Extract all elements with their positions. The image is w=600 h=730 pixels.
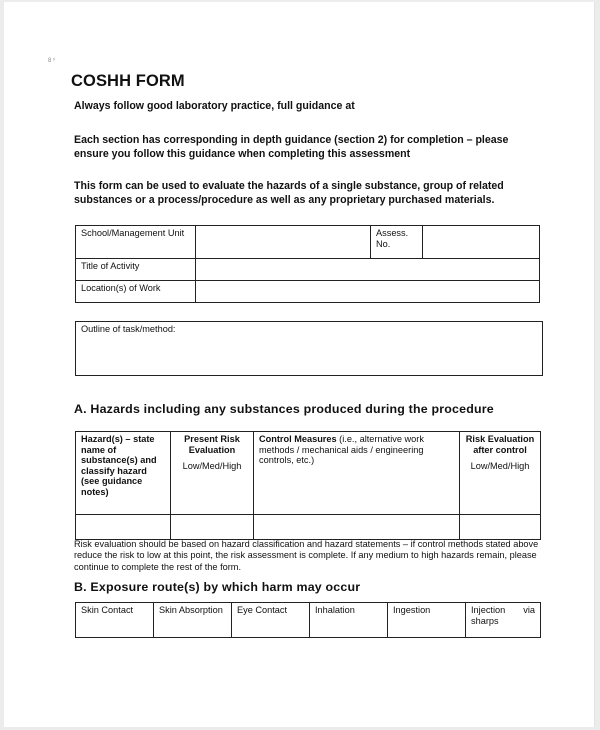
- page-title: COSHH FORM: [71, 72, 185, 90]
- route-eye-contact[interactable]: Eye Contact: [232, 603, 310, 638]
- route-skin-absorption[interactable]: Skin Absorption: [154, 603, 232, 638]
- control-measures-field[interactable]: [254, 515, 460, 540]
- present-risk-field[interactable]: [171, 515, 254, 540]
- activity-label: Title of Activity: [76, 259, 196, 281]
- location-label: Location(s) of Work: [76, 281, 196, 303]
- control-measures-desc: (i.e., alternative work methods / mechanical aids / engineering controls, etc.): [259, 434, 424, 466]
- guidance-paragraph: Each section has corresponding in depth guidance (section 2) for completion – please ensure you follow this guidance when completing this assessment: [74, 134, 509, 160]
- present-risk-title: Present Risk Evaluation: [184, 434, 240, 455]
- hazard-column-header: Hazard(s) – state name of substance(s) and classify hazard (see guidance notes): [76, 432, 171, 515]
- corner-mark: 8 ᵛ: [48, 58, 55, 64]
- control-measures-column-header: [254, 432, 460, 515]
- school-field[interactable]: [196, 226, 371, 259]
- outline-label: Outline of task/method:: [81, 324, 176, 334]
- location-field[interactable]: [196, 281, 540, 303]
- assess-no-field[interactable]: [423, 226, 540, 259]
- present-risk-column-header: [171, 432, 254, 515]
- route-6-word-1: Injection: [471, 605, 506, 615]
- activity-field[interactable]: [196, 259, 540, 281]
- outline-field[interactable]: [75, 321, 543, 376]
- hazards-table: [75, 431, 541, 540]
- control-measures-title: Control Measures: [259, 434, 337, 444]
- section-b-heading: B. Exposure route(s) by which harm may occur: [74, 580, 361, 594]
- risk-after-title: Risk Evaluation after control: [465, 434, 535, 455]
- route-ingestion[interactable]: Ingestion: [388, 603, 466, 638]
- present-risk-scale: Low/Med/High: [182, 461, 242, 472]
- hazard-field[interactable]: [76, 515, 171, 540]
- route-6-word-3: sharps: [471, 616, 499, 626]
- exposure-routes-table: [75, 602, 541, 638]
- risk-after-field[interactable]: [460, 515, 541, 540]
- route-injection-via-sharps[interactable]: [466, 603, 541, 638]
- assess-no-label: Assess. No.: [371, 226, 423, 259]
- route-inhalation[interactable]: Inhalation: [310, 603, 388, 638]
- route-6-word-2: via: [523, 605, 535, 615]
- details-table: [75, 225, 540, 303]
- risk-after-scale: Low/Med/High: [470, 461, 530, 472]
- purpose-paragraph: This form can be used to evaluate the hazards of a single substance, group of related substances or a process/procedure as well as any proprietary purchased materials.: [74, 180, 504, 206]
- intro-line: Always follow good laboratory practice, full guidance at: [74, 100, 355, 112]
- section-a-heading: A. Hazards including any substances produced during the procedure: [74, 402, 494, 416]
- school-label: School/Management Unit: [76, 226, 196, 259]
- risk-after-control-column-header: [460, 432, 541, 515]
- document-page: [4, 2, 595, 727]
- route-skin-contact[interactable]: Skin Contact: [76, 603, 154, 638]
- risk-note: Risk evaluation should be based on hazard classification and hazard statements – if control methods stated above reduce the risk to low at this point, the risk assessment is complete. If any medium to high hazards remain, please continue to complete the rest of the form.: [74, 539, 539, 572]
- table-row: [76, 515, 541, 540]
